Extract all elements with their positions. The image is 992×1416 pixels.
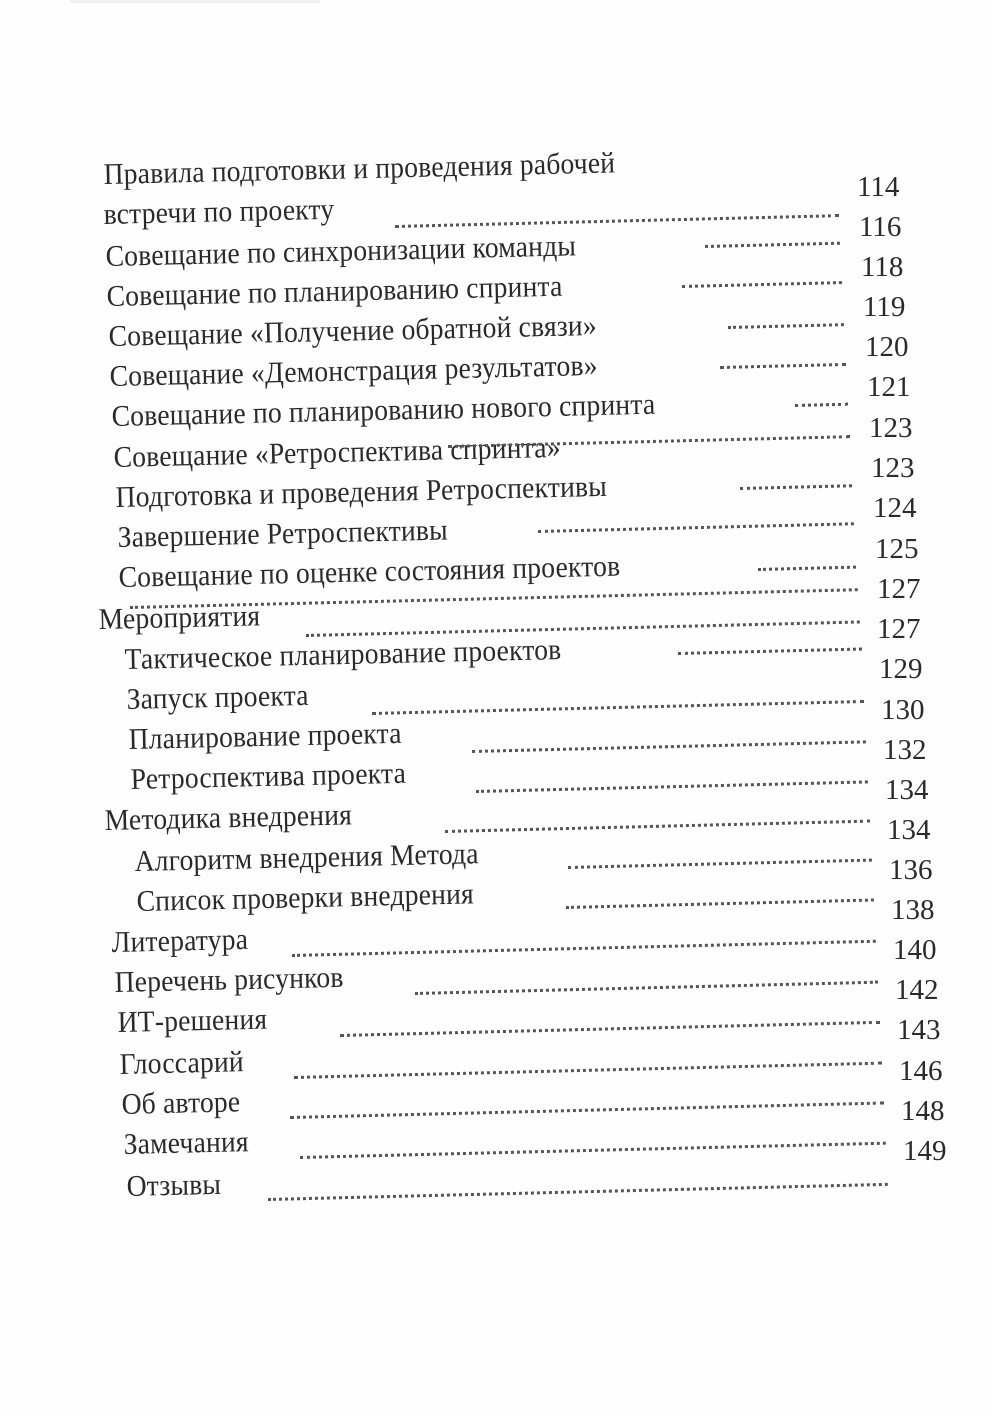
scan-edge-artifact — [70, 0, 320, 3]
dot-leader — [290, 1101, 884, 1119]
toc-section-title[interactable]: Отзывы — [126, 1167, 222, 1204]
toc-section-title[interactable]: Замечания — [123, 1125, 250, 1162]
toc-page-number: 134 — [887, 814, 931, 846]
toc-page-number: 114 — [857, 171, 900, 203]
toc-page-number: 130 — [881, 694, 925, 726]
toc-page-number: 140 — [893, 934, 937, 966]
toc-section-title[interactable]: Методика внедрения — [104, 798, 353, 838]
toc-page-number: 123 — [869, 412, 913, 444]
toc-title[interactable]: Совещание по планированию спринта — [106, 269, 563, 314]
dot-leader — [566, 898, 874, 909]
dot-leader — [294, 1062, 882, 1079]
toc-title[interactable]: Совещание по синхронизации команды — [105, 229, 577, 274]
dot-leader — [415, 981, 878, 995]
toc-page-number: 121 — [867, 371, 911, 403]
dot-leader — [476, 780, 868, 793]
dot-leader — [678, 648, 862, 655]
toc-title[interactable]: Совещание по оценке состояния проектов — [118, 549, 621, 595]
toc-title[interactable]: Ретроспектива проекта — [130, 756, 407, 797]
toc-section-title[interactable]: Глоссарий — [119, 1045, 245, 1082]
toc-page-number: 125 — [875, 533, 919, 565]
toc-title[interactable]: Планирование проекта — [128, 716, 402, 757]
toc-page-number: 118 — [861, 251, 904, 283]
toc-page-number: 127 — [877, 573, 921, 605]
toc-section-title[interactable]: Об авторе — [121, 1085, 241, 1122]
toc-page-number: 127 — [877, 613, 921, 645]
dot-leader — [340, 1021, 880, 1037]
toc-page-number: 134 — [885, 774, 929, 806]
toc-page-number: 146 — [899, 1055, 943, 1087]
toc-page-number: 136 — [889, 854, 933, 886]
dot-leader — [445, 820, 870, 833]
toc-title[interactable]: Совещание «Ретроспектива спринта» — [113, 430, 561, 475]
toc-title[interactable]: Совещание по планированию нового спринта — [111, 387, 656, 434]
toc-section-title[interactable]: Мероприятия — [98, 599, 261, 637]
toc-title[interactable]: Список проверки внедрения — [136, 877, 475, 919]
toc-title[interactable]: Совещание «Демонстрация результатов» — [109, 348, 598, 394]
toc-page-number: 149 — [903, 1135, 947, 1167]
dot-leader — [395, 214, 839, 228]
dot-leader — [740, 484, 852, 490]
dot-leader — [268, 1183, 888, 1201]
toc-page-number: 142 — [895, 974, 939, 1006]
toc-page-number: 138 — [891, 894, 935, 926]
toc-page-number: 129 — [879, 653, 923, 685]
dot-leader — [472, 740, 866, 753]
dot-leader — [682, 281, 842, 288]
toc-section-title[interactable]: ИТ-решения — [117, 1002, 268, 1040]
toc-page-number: 119 — [863, 291, 906, 323]
dot-leader — [758, 566, 856, 571]
toc-title-continued[interactable]: встречи по проекту — [103, 192, 335, 232]
toc-page-number: 120 — [865, 331, 909, 363]
toc-title[interactable]: Тактическое планирование проектов — [124, 633, 562, 677]
dot-leader — [705, 242, 840, 248]
toc-page-number: 124 — [873, 492, 917, 524]
toc-section-title[interactable]: Перечень рисунков — [114, 960, 344, 1000]
dot-leader — [728, 323, 844, 329]
toc-page-number: 143 — [897, 1014, 941, 1046]
toc-page-number: 132 — [883, 734, 927, 766]
toc-title[interactable]: Подготовка и проведения Ретроспективы — [115, 469, 608, 515]
toc-page-number: 123 — [871, 452, 915, 484]
dot-leader — [292, 940, 876, 957]
dot-leader — [300, 1142, 886, 1159]
toc-title[interactable]: Правила подготовки и проведения рабочей — [103, 146, 616, 192]
toc-title[interactable]: Завершение Ретроспективы — [117, 513, 449, 555]
dot-leader — [538, 522, 854, 533]
dot-leader — [372, 700, 864, 715]
dot-leader — [720, 363, 846, 369]
toc-title[interactable]: Алгоритм внедрения Метода — [134, 837, 479, 879]
dot-leader — [306, 620, 860, 637]
toc-title[interactable]: Запуск проекта — [126, 678, 310, 717]
dot-leader — [795, 403, 848, 407]
toc-page-number: 148 — [901, 1095, 945, 1127]
dot-leader — [568, 859, 872, 869]
toc-section-title[interactable]: Литература — [111, 922, 249, 960]
toc-title[interactable]: Совещание «Получение обратной связи» — [108, 308, 598, 354]
toc-page-number: 116 — [859, 211, 902, 243]
